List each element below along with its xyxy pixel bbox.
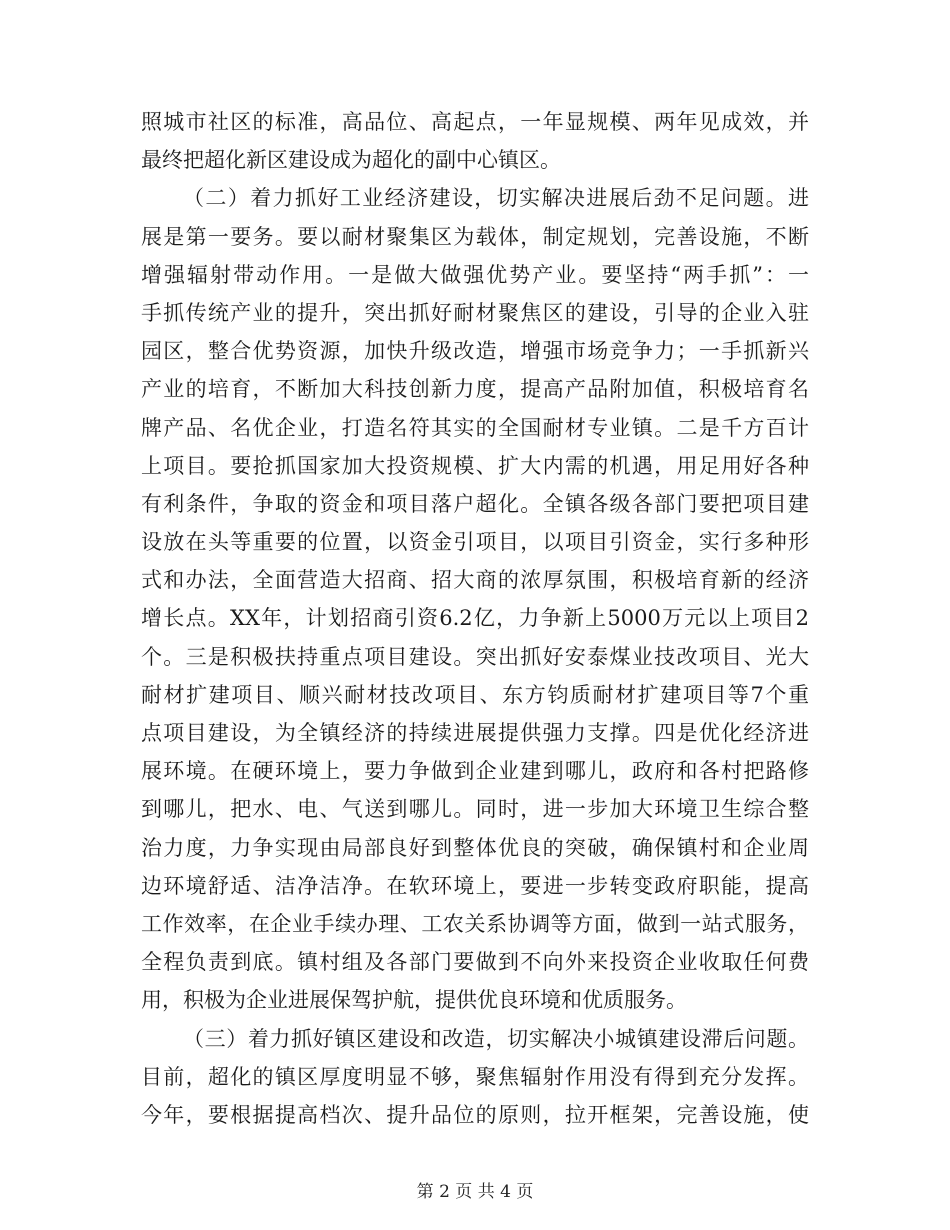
text-line: 增强辐射带动作用。一是做大做强优势产业。要坚持“两手抓”：一: [141, 262, 809, 287]
text-line: 耐材扩建项目、顺兴耐材技改项目、东方钧质耐材扩建项目等7个重: [141, 682, 809, 707]
text-line: 用，积极为企业进展保驾护航，提供优良环境和优质服务。: [141, 988, 687, 1013]
text-line: 今年，要根据提高档次、提升品位的原则，拉开框架，完善设施，使: [141, 1102, 809, 1127]
section-heading-line: （二）着力抓好工业经济建设，切实解决进展后劲不足问题。进: [183, 186, 809, 211]
section-heading-line: （三）着力抓好镇区建设和改造，切实解决小城镇建设滞后问题。: [183, 1026, 809, 1051]
text-line: 治力度，力争实现由局部良好到整体优良的突破，确保镇村和企业周: [141, 835, 809, 860]
text-line: 展环境。在硬环境上，要力争做到企业建到哪儿，政府和各村把路修: [141, 759, 809, 784]
text-line: 上项目。要抢抓国家加大投资规模、扩大内需的机遇，用足用好各种: [141, 453, 809, 478]
text-line: 设放在头等重要的位置，以资金引项目，以项目引资金，实行多种形: [141, 530, 809, 555]
text-line: 个。三是积极扶持重点项目建设。突出抓好安泰煤业技改项目、光大: [141, 644, 809, 669]
text-line: 展是第一要务。要以耐材聚集区为载体，制定规划，完善设施，不断: [141, 224, 809, 249]
text-line: 产业的培育，不断加大科技创新力度，提高产品附加值，积极培育名: [141, 377, 809, 402]
text-line: 全程负责到底。镇村组及各部门要做到不向外来投资企业收取任何费: [141, 950, 809, 975]
text-line: 园区，整合优势资源，加快升级改造，增强市场竞争力；一手抓新兴: [141, 339, 809, 364]
text-line: 工作效率，在企业手续办理、工农关系协调等方面，做到一站式服务，: [141, 911, 809, 936]
text-line: 式和办法，全面营造大招商、招大商的浓厚氛围，积极培育新的经济: [141, 568, 809, 593]
text-line: 最终把超化新区建设成为超化的副中心镇区。: [141, 148, 561, 173]
text-line: 照城市社区的标准，高品位、高起点，一年显规模、两年见成效，并: [141, 110, 809, 134]
text-line: 有利条件，争取的资金和项目落户超化。全镇各级各部门要把项目建: [141, 491, 809, 516]
text-line: 牌产品、名优企业，打造名符其实的全国耐材专业镇。二是千方百计: [141, 415, 809, 440]
page-number-footer: 第 2 页 共 4 页: [416, 1182, 534, 1202]
text-line: 手抓传统产业的提升，突出抓好耐材聚焦区的建设，引导的企业入驻: [141, 300, 809, 325]
body-text: [141, 103, 809, 1134]
text-line: 到哪儿，把水、电、气送到哪儿。同时，进一步加大环境卫生综合整: [141, 797, 809, 822]
text-line: 目前，超化的镇区厚度明显不够，聚焦辐射作用没有得到充分发挥。: [141, 1064, 809, 1089]
text-line: 边环境舒适、洁净洁净。在软环境上，要进一步转变政府职能，提高: [141, 873, 809, 898]
text-line: 增长点。XX年，计划招商引资6.2亿，力争新上5000万元以上项目2: [141, 606, 809, 631]
text-line: 点项目建设，为全镇经济的持续进展提供强力支撑。四是优化经济进: [141, 721, 809, 745]
